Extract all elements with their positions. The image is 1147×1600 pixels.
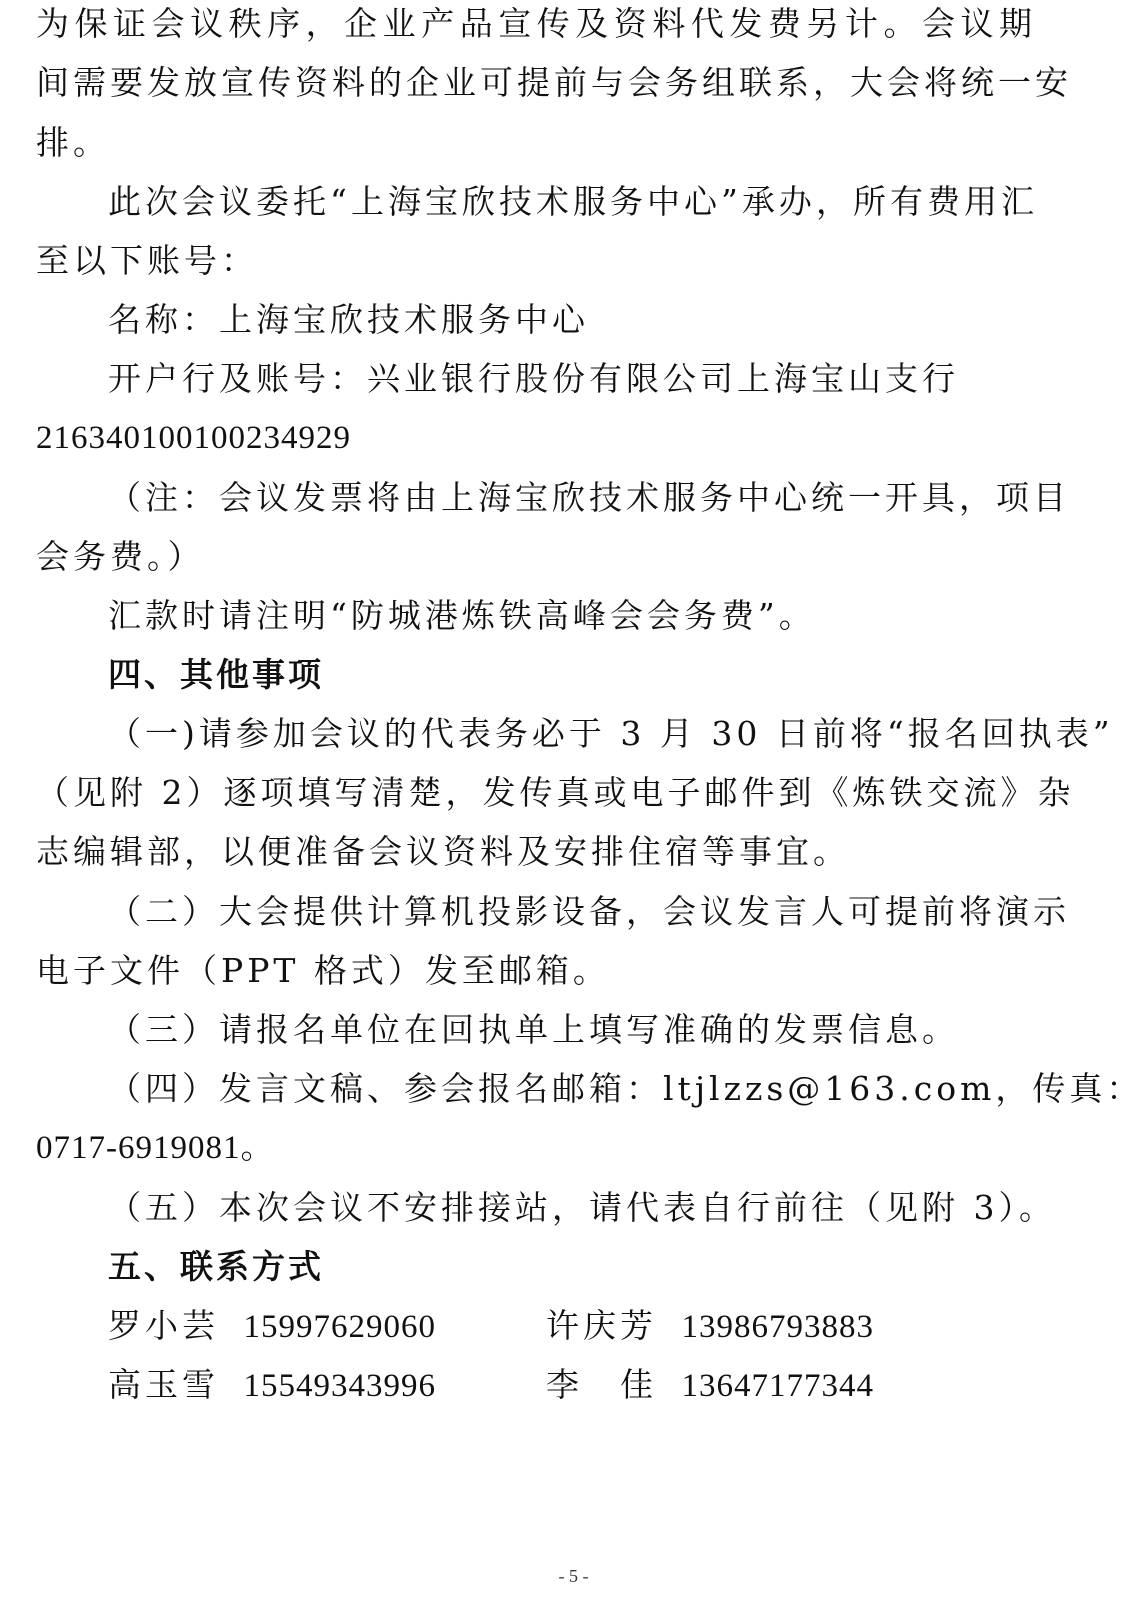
contact-name: 高玉雪 bbox=[108, 1365, 219, 1404]
remit-note: 汇款时请注明“防城港炼铁高峰会会务费”。 bbox=[108, 596, 816, 635]
contact-name: 罗小芸 bbox=[108, 1306, 219, 1345]
list-item-line: （三）请报名单位在回执单上填写准确的发票信息。 bbox=[108, 1010, 959, 1049]
list-item-line: （五）本次会议不安排接站，请代表自行前往（见附 3）。 bbox=[108, 1188, 1056, 1227]
page-number: - 5 - bbox=[558, 1566, 589, 1586]
paragraph-line: 间需要发放宣传资料的企业可提前与会务组联系，大会将统一安 bbox=[36, 63, 1072, 102]
list-item-line: 志编辑部，以便准备会议资料及安排住宿等事宜。 bbox=[36, 832, 850, 871]
section-heading-4: 四、其他事项 bbox=[108, 655, 324, 694]
contact-phone: 13647177344 bbox=[681, 1368, 874, 1404]
bank-line: 开户行及账号：兴业银行股份有限公司上海宝山支行 bbox=[108, 359, 959, 398]
contact-name: 许庆芳 bbox=[546, 1306, 657, 1345]
paragraph-line: 此次会议委托“上海宝欣技术服务中心”承办，所有费用汇 bbox=[108, 182, 1038, 221]
list-item-line: （一)请参加会议的代表务必于 3 月 30 日前将“报名回执表” bbox=[108, 714, 1114, 753]
note-line: （注：会议发票将由上海宝欣技术服务中心统一开具，项目 bbox=[108, 478, 1070, 517]
section-heading-5: 五、联系方式 bbox=[108, 1247, 324, 1286]
contact-row bbox=[108, 1306, 1008, 1346]
contact-entry bbox=[546, 1365, 874, 1406]
list-item-line: （见附 2）逐项填写清楚，发传真或电子邮件到《炼铁交流》杂 bbox=[36, 773, 1075, 812]
contact-phone: 13986793883 bbox=[681, 1309, 874, 1345]
account-number: 216340100100234929 bbox=[36, 420, 351, 456]
contact-entry bbox=[108, 1306, 436, 1347]
list-item-line: （二）大会提供计算机投影设备，会议发言人可提前将演示 bbox=[108, 892, 1070, 931]
list-item-line: （四）发言文稿、参会报名邮箱：ltjlzzs@163.com，传真： bbox=[108, 1069, 1144, 1108]
contact-row bbox=[108, 1365, 1008, 1405]
paragraph-line: 排。 bbox=[36, 123, 110, 162]
contact-name: 李 佳 bbox=[546, 1365, 657, 1404]
account-name: 名称：上海宝欣技术服务中心 bbox=[108, 300, 589, 339]
contact-phone: 15549343996 bbox=[243, 1368, 436, 1404]
paragraph-line: 为保证会议秩序，企业产品宣传及资料代发费另计。会议期 bbox=[36, 4, 1036, 43]
fax-number: 0717-6919081。 bbox=[36, 1130, 275, 1166]
paragraph-line: 至以下账号： bbox=[36, 241, 258, 280]
contact-entry bbox=[108, 1365, 436, 1406]
note-line: 会务费。） bbox=[36, 537, 205, 576]
list-item-line: 电子文件（PPT 格式）发至邮箱。 bbox=[36, 951, 610, 990]
contact-phone: 15997629060 bbox=[243, 1309, 436, 1345]
contact-entry bbox=[546, 1306, 874, 1347]
